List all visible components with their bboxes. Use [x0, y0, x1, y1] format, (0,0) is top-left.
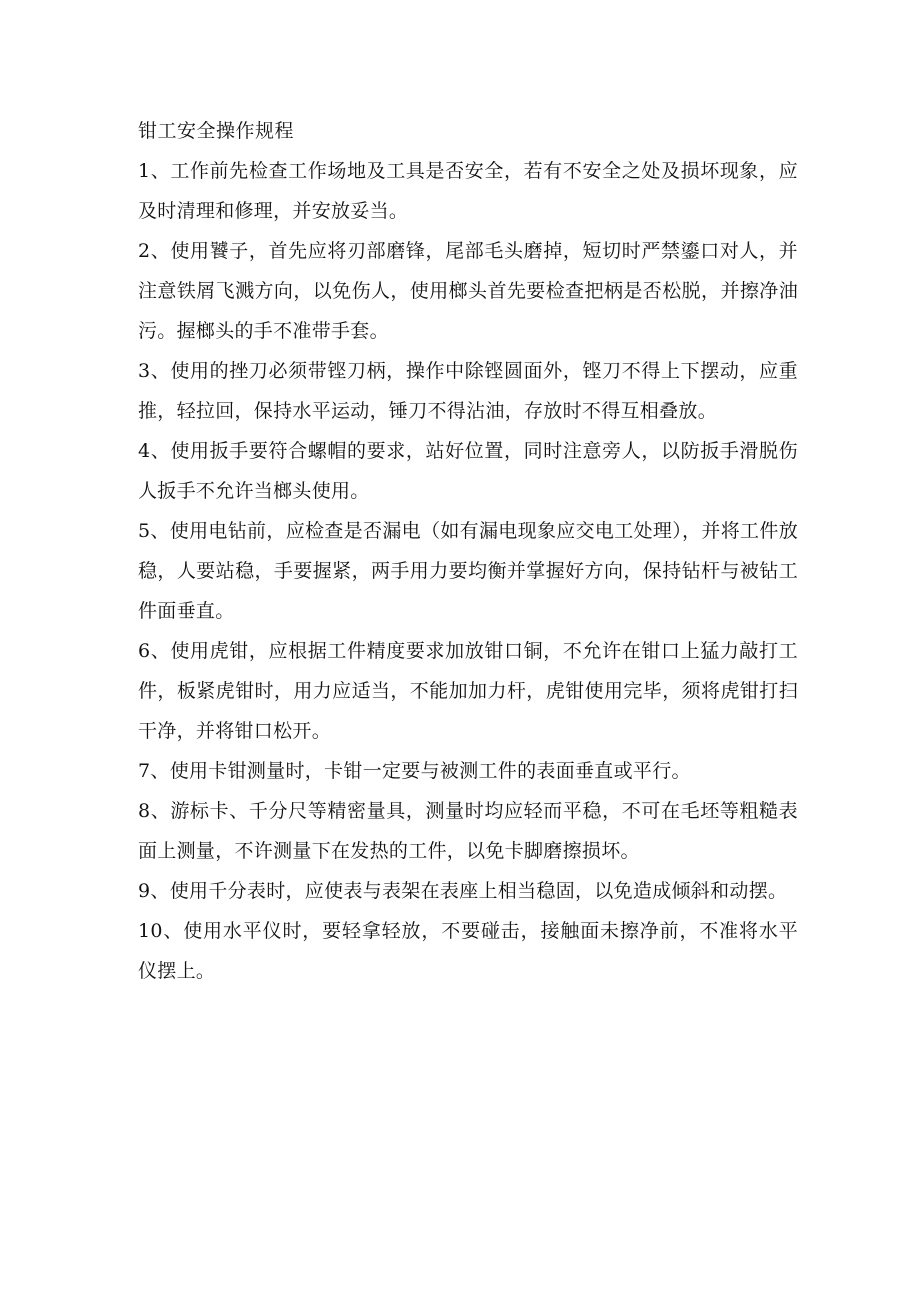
rule-number: 9、: [138, 880, 170, 902]
rule-item: [138, 751, 798, 791]
rule-text: 使用虎钳，应根据工件精度要求加放钳口铜，不允许在钳口上猛力敲打工件，板紧虎钳时，用力应适当，不能加加力杆，虎钳使用完毕，须将虎钳打扫干净，并将钳口松开。: [138, 640, 798, 742]
rule-number: 1、: [138, 160, 171, 182]
rule-item: [138, 231, 798, 351]
rule-item: [138, 351, 798, 431]
rule-number: 6、: [138, 640, 171, 662]
rule-number: 4、: [138, 440, 171, 462]
rule-item: [138, 791, 798, 871]
rule-text: 使用的挫刀必须带铿刀柄，操作中除铿圆面外，铿刀不得上下摆动，应重推，轻拉回，保持水平运动，锤刀不得沾油，存放时不得互相叠放。: [138, 360, 798, 422]
rule-item: [138, 151, 798, 231]
rule-item: [138, 431, 798, 511]
rule-item: [138, 911, 798, 991]
document-page: [138, 111, 798, 991]
rule-text: 使用千分表时，应使表与表架在表座上相当稳固，以免造成倾斜和动摆。: [169, 880, 788, 902]
rule-text: 游标卡、千分尺等精密量具，测量时均应轻而平稳，不可在毛坯等粗糙表面上测量，不许测量下在发热的工件，以免卡脚磨擦损坏。: [138, 800, 798, 862]
rule-number: 5、: [138, 520, 170, 542]
rule-number: 8、: [138, 800, 171, 822]
rule-item: [138, 631, 798, 751]
rule-item: [138, 511, 798, 631]
rule-number: 7、: [138, 760, 170, 782]
rule-item: [138, 871, 798, 911]
rule-number: 3、: [138, 360, 171, 382]
rule-text: 使用电钻前，应检查是否漏电（如有漏电现象应交电工处理），并将工件放稳，人要站稳，手要握紧，两手用力要均衡并掌握好方向，保持钻杆与被钻工件面垂直。: [138, 520, 798, 622]
rule-text: 使用卡钳测量时，卡钳一定要与被测工件的表面垂直或平行。: [169, 760, 691, 782]
document-title: 钳工安全操作规程: [138, 120, 295, 142]
rule-text: 使用扳手要符合螺帽的要求，站好位置，同时注意旁人，以防扳手滑脱伤人扳手不允许当榔头使用。: [138, 440, 798, 502]
rule-text: 使用水平仪时，要轻拿轻放，不要碰击，接触面未擦净前，不准将水平仪摆上。: [138, 920, 798, 982]
rule-text: 使用饕子，首先应将刃部磨锋，尾部毛头磨掉，短切时严禁鎏口对人，并注意铁屑飞溅方向，以免伤人，使用榔头首先要检查把柄是否松脱，并擦净油污。握榔头的手不准带手套。: [138, 240, 798, 342]
rule-number: 10、: [138, 920, 184, 942]
rule-number: 2、: [138, 240, 171, 262]
rule-text: 工作前先检查工作场地及工具是否安全，若有不安全之处及损坏现象，应及时清理和修理，并安放妥当。: [138, 160, 798, 222]
